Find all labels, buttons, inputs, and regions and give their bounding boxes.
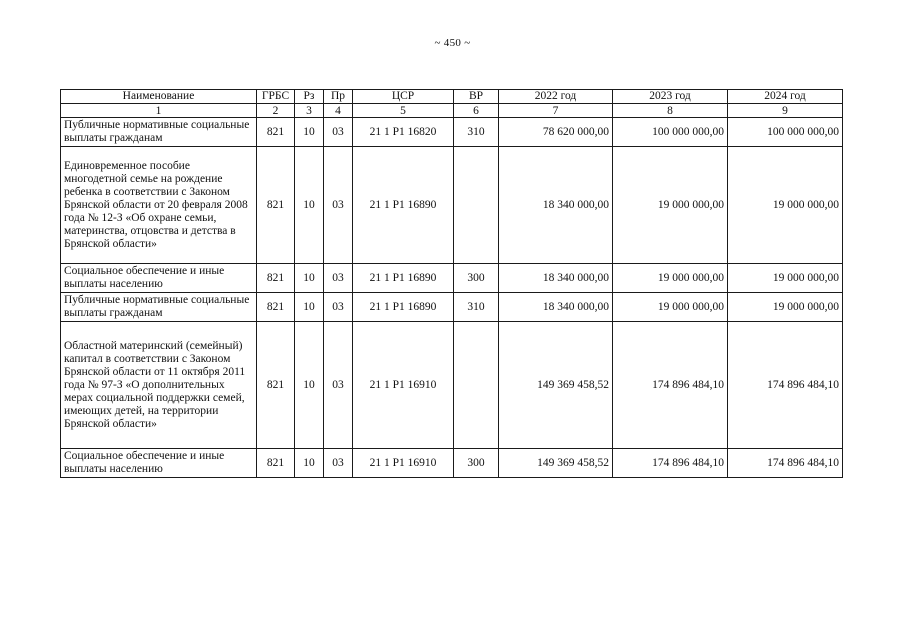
- row-csr: 21 1 Р1 16910: [353, 322, 454, 449]
- column-number: 6: [454, 104, 499, 118]
- column-number: 2: [257, 104, 295, 118]
- row-pr: 03: [324, 322, 353, 449]
- row-rz: 10: [295, 118, 324, 147]
- column-number: 9: [728, 104, 843, 118]
- row-amount-2023: 19 000 000,00: [613, 293, 728, 322]
- row-amount-2024: 174 896 484,10: [728, 322, 843, 449]
- row-grbs: 821: [257, 293, 295, 322]
- row-name: Социальное обеспечение и иные выплаты населению: [61, 449, 257, 478]
- row-csr: 21 1 Р1 16820: [353, 118, 454, 147]
- header-year-2022: 2022 год: [499, 90, 613, 104]
- row-amount-2022: 18 340 000,00: [499, 293, 613, 322]
- column-number: 4: [324, 104, 353, 118]
- row-rz: 10: [295, 322, 324, 449]
- page-number: ~ 450 ~: [434, 37, 471, 49]
- header-rz: Рз: [295, 90, 324, 104]
- header-row: [61, 90, 843, 104]
- row-amount-2024: 19 000 000,00: [728, 293, 843, 322]
- row-grbs: 821: [257, 264, 295, 293]
- row-vr: [454, 147, 499, 264]
- row-csr: 21 1 Р1 16910: [353, 449, 454, 478]
- row-vr: 300: [454, 449, 499, 478]
- row-amount-2024: 19 000 000,00: [728, 147, 843, 264]
- table-row: [61, 293, 843, 322]
- row-vr: 310: [454, 293, 499, 322]
- row-pr: 03: [324, 449, 353, 478]
- table-row: [61, 147, 843, 264]
- budget-table: [60, 89, 843, 478]
- row-amount-2023: 174 896 484,10: [613, 322, 728, 449]
- header-csr: ЦСР: [353, 90, 454, 104]
- row-amount-2024: 174 896 484,10: [728, 449, 843, 478]
- row-name: Публичные нормативные социальные выплаты гражданам: [61, 118, 257, 147]
- column-number-row: [61, 104, 843, 118]
- row-vr: 310: [454, 118, 499, 147]
- row-amount-2023: 174 896 484,10: [613, 449, 728, 478]
- row-grbs: 821: [257, 147, 295, 264]
- header-name: Наименование: [61, 90, 257, 104]
- table-row: [61, 322, 843, 449]
- row-amount-2022: 18 340 000,00: [499, 264, 613, 293]
- column-number: 7: [499, 104, 613, 118]
- header-grbs: ГРБС: [257, 90, 295, 104]
- row-csr: 21 1 Р1 16890: [353, 147, 454, 264]
- row-grbs: 821: [257, 118, 295, 147]
- row-amount-2024: 19 000 000,00: [728, 264, 843, 293]
- row-amount-2024: 100 000 000,00: [728, 118, 843, 147]
- row-rz: 10: [295, 147, 324, 264]
- header-vr: ВР: [454, 90, 499, 104]
- row-name: Публичные нормативные социальные выплаты гражданам: [61, 293, 257, 322]
- table-row: [61, 264, 843, 293]
- row-vr: 300: [454, 264, 499, 293]
- row-amount-2023: 19 000 000,00: [613, 264, 728, 293]
- table-row: [61, 118, 843, 147]
- row-pr: 03: [324, 118, 353, 147]
- row-name: Социальное обеспечение и иные выплаты населению: [61, 264, 257, 293]
- row-amount-2023: 19 000 000,00: [613, 147, 728, 264]
- column-number: 5: [353, 104, 454, 118]
- row-name: Областной материнский (семейный) капитал в соответствии с Законом Брянской области от 11 октября 2011 года № 97-З «О дополнительных мерах социальной поддержки семей, имеющих детей, на территории Брянской области»: [61, 322, 257, 449]
- row-pr: 03: [324, 147, 353, 264]
- row-vr: [454, 322, 499, 449]
- column-number: 3: [295, 104, 324, 118]
- row-amount-2022: 78 620 000,00: [499, 118, 613, 147]
- table-row: [61, 449, 843, 478]
- row-rz: 10: [295, 449, 324, 478]
- row-grbs: 821: [257, 449, 295, 478]
- row-amount-2022: 149 369 458,52: [499, 322, 613, 449]
- row-rz: 10: [295, 264, 324, 293]
- row-amount-2022: 149 369 458,52: [499, 449, 613, 478]
- row-csr: 21 1 Р1 16890: [353, 293, 454, 322]
- header-pr: Пр: [324, 90, 353, 104]
- row-name: Единовременное пособие многодетной семье на рождение ребенка в соответствии с Законом Брянской области от 20 февраля 2008 года № 12-З «Об охране семьи, материнства, отцовства и детства в Брянской области»: [61, 147, 257, 264]
- row-grbs: 821: [257, 322, 295, 449]
- column-number: 1: [61, 104, 257, 118]
- header-year-2023: 2023 год: [613, 90, 728, 104]
- row-amount-2023: 100 000 000,00: [613, 118, 728, 147]
- column-number: 8: [613, 104, 728, 118]
- header-year-2024: 2024 год: [728, 90, 843, 104]
- row-pr: 03: [324, 264, 353, 293]
- row-amount-2022: 18 340 000,00: [499, 147, 613, 264]
- row-rz: 10: [295, 293, 324, 322]
- row-pr: 03: [324, 293, 353, 322]
- row-csr: 21 1 Р1 16890: [353, 264, 454, 293]
